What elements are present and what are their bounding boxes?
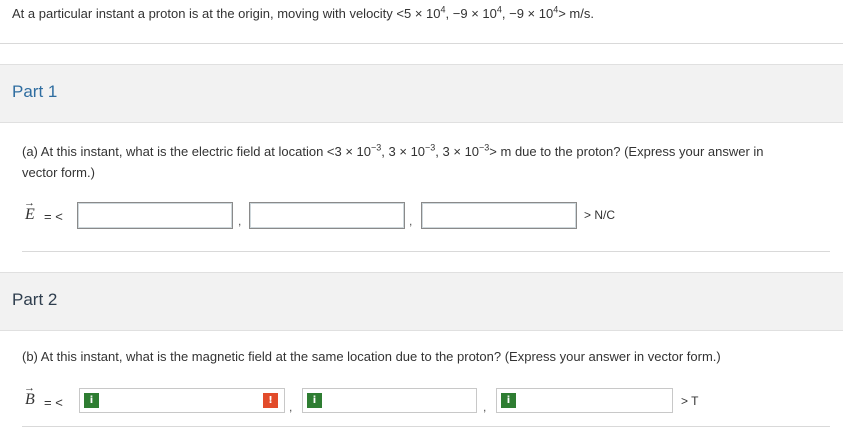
info-icon[interactable]: i: [307, 393, 322, 408]
part1-question: (a) At this instant, what is the electric field at location $<3 \times 10^{-3}$, $3 \times 10^{-3}$, $3 \times 10^{-3}> m$ due to the proton? (Express your answer in vector form.): [22, 142, 764, 180]
vector-arrow-icon: →: [24, 382, 35, 394]
vector-arrow-icon: →: [24, 197, 35, 209]
magnetic-field-symbol: → B: [24, 382, 35, 408]
part1-title: Part 1: [12, 82, 58, 101]
part1-header: [0, 64, 843, 123]
problem-statement: At a particular instant a proton is at the origin, moving with velocity $<5 \times 10^4$, $-9 \times 10^4$, $-9 \times 10^4> m/s$.: [12, 4, 594, 21]
divider: [22, 426, 830, 427]
efield-z-input[interactable]: [421, 202, 577, 229]
efield-unit: > N/C: [584, 208, 616, 222]
comma: ,: [289, 400, 293, 414]
comma: ,: [483, 400, 487, 414]
electric-field-symbol: → E: [24, 197, 35, 223]
info-icon[interactable]: i: [84, 393, 99, 408]
bfield-y-input[interactable]: [302, 388, 477, 413]
comma: ,: [238, 214, 242, 228]
efield-y-input[interactable]: [249, 202, 405, 229]
part2-question: (b) At this instant, what is the magnetic field at the same location due to the proton? (Express your answer in vector form.): [22, 349, 721, 364]
part2-title: Part 2: [12, 290, 58, 309]
comma: ,: [409, 214, 413, 228]
bfield-z-input[interactable]: [496, 388, 673, 413]
efield-x-input[interactable]: [77, 202, 233, 229]
part2-header: [0, 272, 843, 331]
divider: [22, 251, 830, 252]
equals-open-bracket: = <: [44, 209, 63, 224]
divider: [0, 43, 843, 44]
bfield-unit: > T: [681, 394, 699, 408]
warning-icon[interactable]: !: [263, 393, 278, 408]
equals-open-bracket: = <: [44, 395, 63, 410]
info-icon[interactable]: i: [501, 393, 516, 408]
bfield-x-input[interactable]: [79, 388, 285, 413]
